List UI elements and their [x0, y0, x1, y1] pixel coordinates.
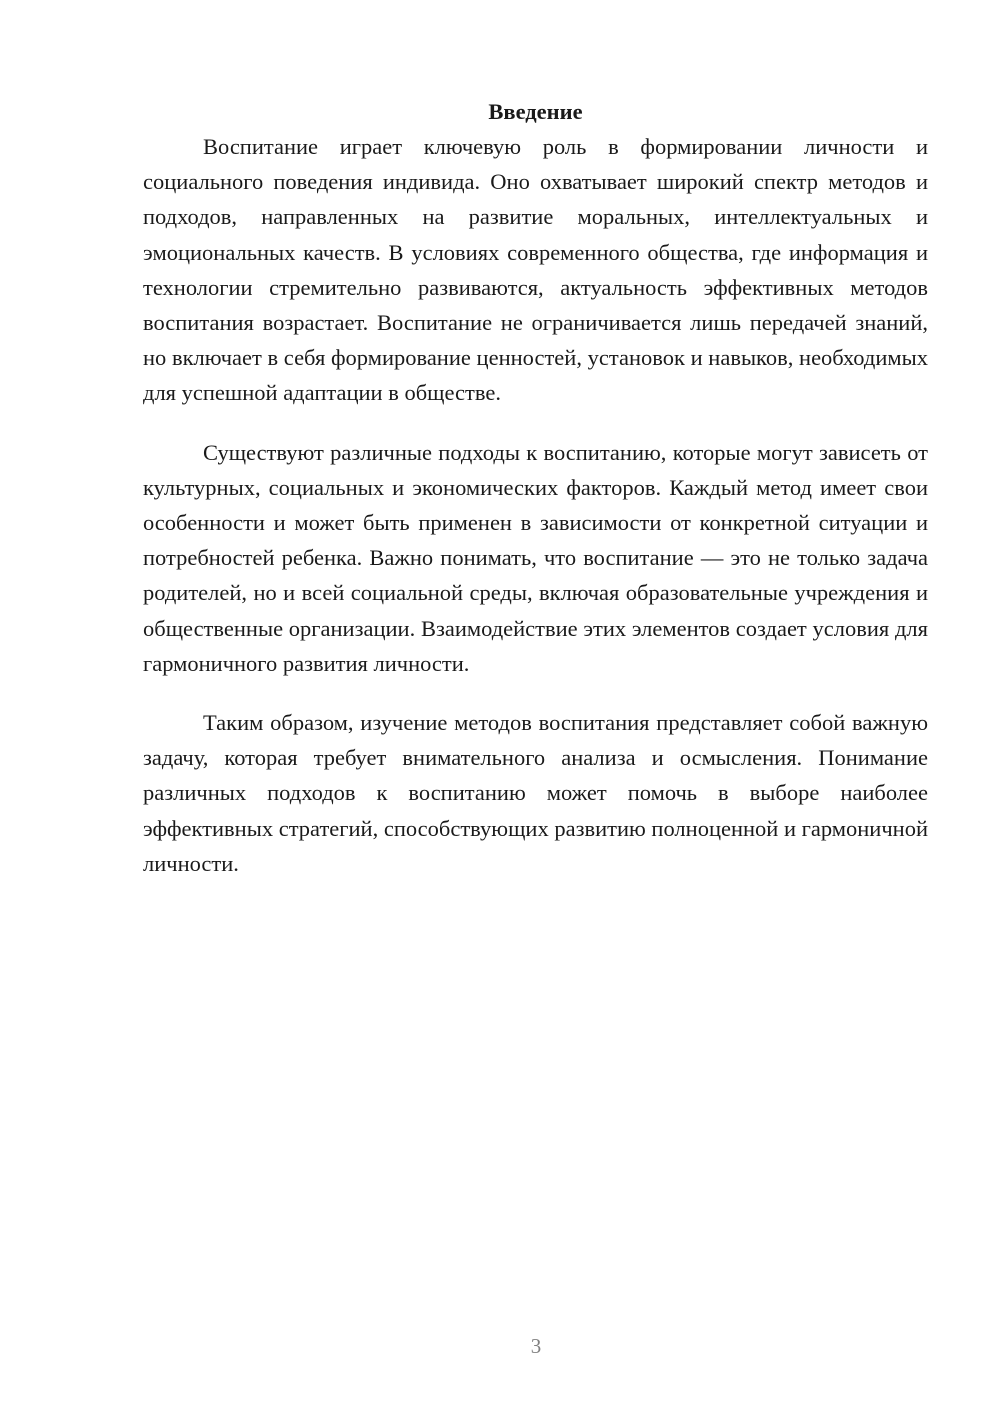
page-number: 3	[530, 1334, 542, 1358]
section-heading: Введение	[488, 99, 583, 124]
paragraph-3: Таким образом, изучение методов воспитания представляет собой важную задачу, которая требует внимательного анализа и осмысления. Понимание различных подходов к воспитанию может помочь в выборе наиболее эффективных стратегий, способствующих развитию полноценной и гармоничной личности.	[143, 710, 928, 876]
paragraph-1: Воспитание играет ключевую роль в формировании личности и социального поведения индивида. Оно охватывает широкий спектр методов и подходов, направленных на развитие моральных, интеллектуальных и эмоциональных качеств. В условиях современного общества, где информация и технологии стремительно развиваются, актуальность эффективных методов воспитания возрастает. Воспитание не ограничивается лишь передачей знаний, но включает в себя формирование ценностей, установок и навыков, необходимых для успешной адаптации в обществе.	[143, 134, 928, 406]
page-content	[143, 97, 928, 905]
paragraph-2: Существуют различные подходы к воспитанию, которые могут зависеть от культурных, социальных и экономических факторов. Каждый метод имеет свои особенности и может быть применен в зависимости от конкретной ситуации и потребностей ребенка. Важно понимать, что воспитание — это не только задача родителей, но и всей социальной среды, включая образовательные учреждения и общественные организации. Взаимодействие этих элементов создает условия для гармоничного развития личности.	[143, 439, 928, 676]
